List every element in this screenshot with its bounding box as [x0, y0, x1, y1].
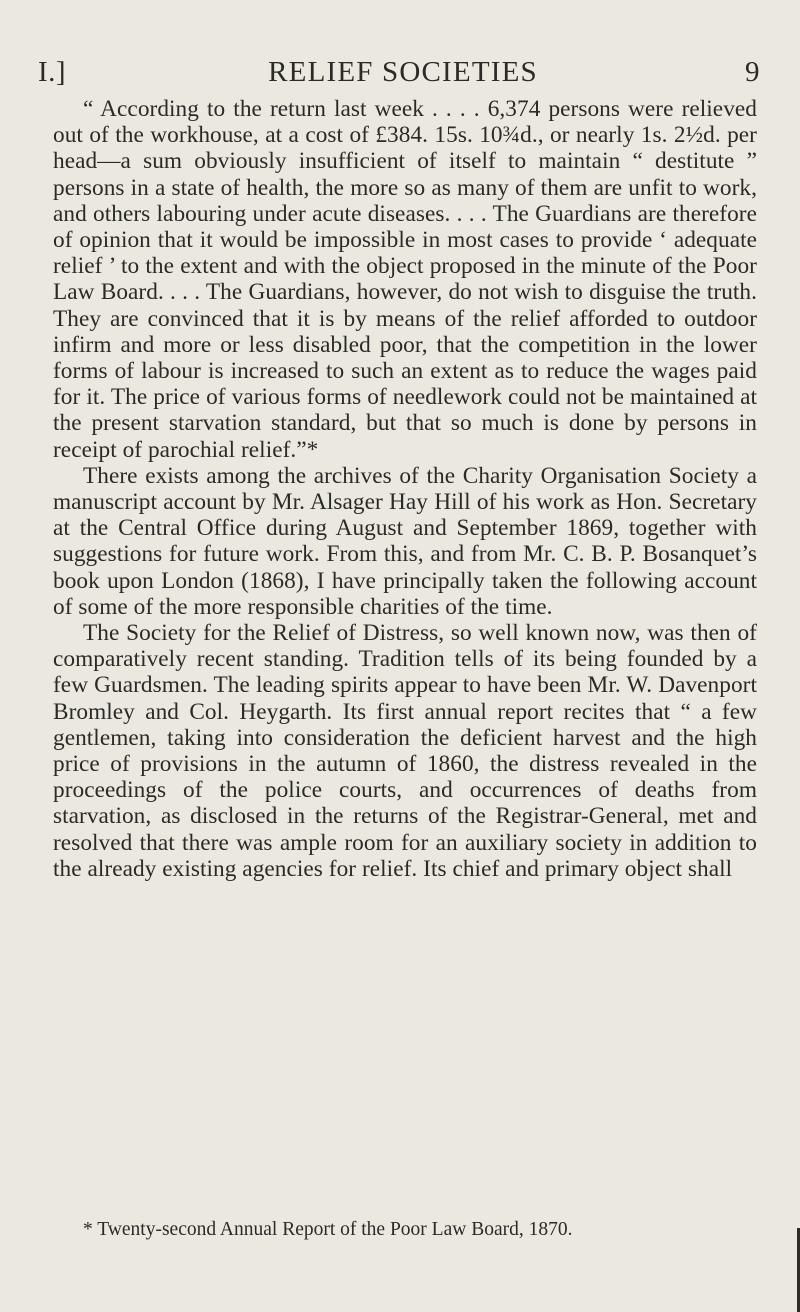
body-text [53, 96, 757, 882]
chapter-number: I.] [38, 56, 67, 88]
running-title: RELIEF SOCIETIES [268, 56, 538, 88]
paragraph-quotation: “ According to the return last week . . . . 6,374 persons were relieved out of the workhouse, at a cost of £384. 15s. 10¾d., or nearly 1s. 2½d. per head—a sum obviously insufficient of itself to maintain “ destitute ” persons in a state of health, the more so as many of them are unfit to work, and others labouring under acute diseases. . . . The Guardians are therefore of opinion that it would be impossible in most cases to provide ‘ adequate relief ’ to the extent and with the object proposed in the minute of the Poor Law Board. . . . The Guardians, however, do not wish to disguise the truth. They are convinced that it is by means of the relief afforded to outdoor infirm and more or less disabled poor, that the competition in the lower forms of labour is increased to such an extent as to reduce the wages paid for it. The price of various forms of needlework could not be maintained at the present starvation standard, but that so much is done by persons in receipt of parochial relief.”* [53, 96, 757, 463]
paragraph-archives: There exists among the archives of the Charity Organisation Society a manuscript account by Mr. Alsager Hay Hill of his work as Hon. Secretary at the Central Office during August and September 1869, together with suggestions for future work. From this, and from Mr. C. B. P. Bosanquet’s book upon London (1868), I have principally taken the following account of some of the more responsible charities of the time. [53, 462, 757, 620]
footnote: * Twenty-second Annual Report of the Poor Law Board, 1870. [83, 1219, 573, 1240]
running-header [38, 50, 768, 90]
page-number: 9 [745, 56, 760, 88]
paragraph-society-relief-distress: The Society for the Relief of Distress, so well known now, was then of comparatively recent standing. Tradition tells of its being founded by a few Guardsmen. The leading spirits appear to have been Mr. W. Davenport Bromley and Col. Heygarth. Its first annual report recites that “ a few gentlemen, taking into consideration the deficient harvest and the high price of provisions in the autumn of 1860, the distress revealed in the proceedings of the police courts, and occurrences of deaths from starvation, as disclosed in the returns of the Registrar-General, met and resolved that there was ample room for an auxiliary society in addition to the already existing agencies for relief. Its chief and primary object shall [53, 620, 757, 882]
